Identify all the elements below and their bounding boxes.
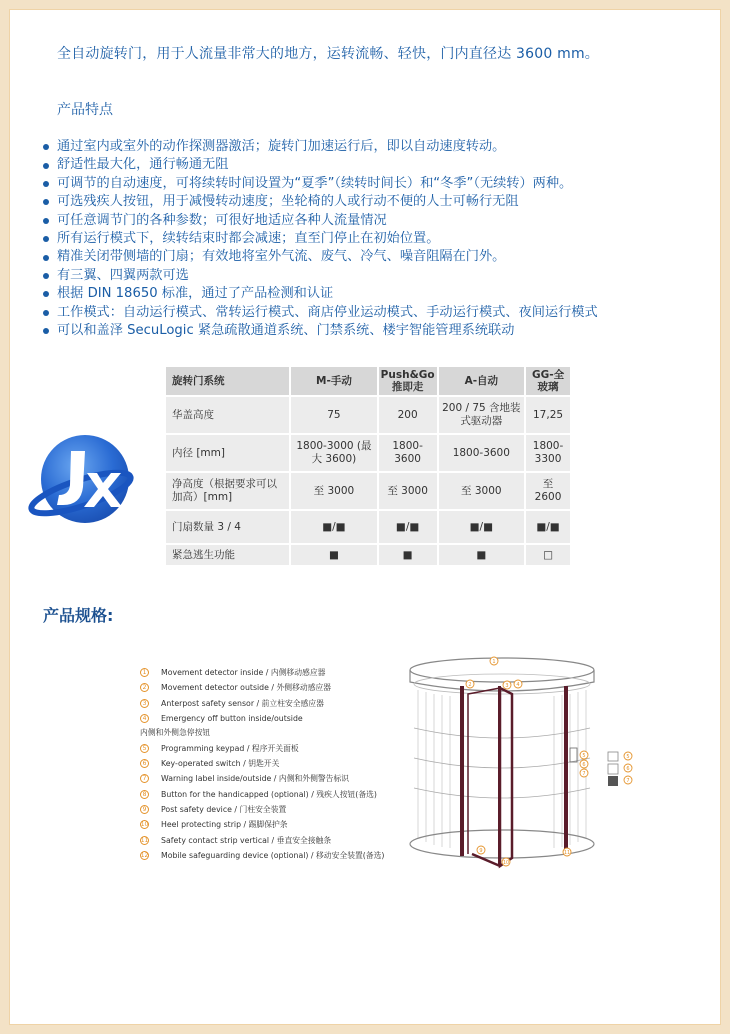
key-switch-icon — [608, 764, 618, 774]
diagram-mark: 6 — [626, 766, 630, 772]
bullet-icon — [43, 199, 49, 205]
table-cell: 1800-3600 — [439, 435, 525, 471]
diagram-mark: 5 — [626, 754, 630, 760]
table-cell: 内径 [mm] — [166, 435, 289, 471]
legend-number: 5 — [140, 744, 149, 753]
table-cell: 门扇数量 3 / 4 — [166, 511, 289, 543]
diagram-mark: 3 — [505, 683, 509, 689]
bullet-icon — [43, 144, 49, 150]
table-row — [166, 473, 570, 509]
intro-text: 全自动旋转门，用于人流量非常大的地方，运转流畅、轻快，门内直径达 3600 mm。 — [57, 46, 600, 62]
table-cell: ■ — [379, 545, 437, 565]
feature-item: 可选残疾人按钮，用于减慢转动速度；坐轮椅的人或行动不便的人士可畅行无阻 — [43, 193, 693, 211]
legend-number: 1 — [140, 668, 149, 677]
jx-logo-icon — [27, 429, 135, 533]
legend-number: 11 — [140, 836, 149, 844]
legend-item: 9 Post safety device / 门柱安全装置 — [140, 804, 384, 819]
table-header: 旋转门系统 — [166, 367, 289, 395]
diagram-mark: 7 — [582, 771, 586, 777]
feature-item: 通过室内或室外的动作探测器激活；旋转门加速运行后，即以自动速度转动。 — [43, 138, 693, 156]
table-cell: 1800-3000 (最 大 3600) — [291, 435, 377, 471]
bullet-icon — [43, 236, 49, 242]
table-cell: 至 2600 — [526, 473, 570, 509]
table-cell: 至 3000 — [291, 473, 377, 509]
legend-number: 9 — [140, 805, 149, 814]
bullet-icon — [43, 181, 49, 187]
legend-item: 4 Emergency off button inside/outside 内侧和外侧急停按钮 — [140, 713, 303, 737]
legend-item: 5 Programming keypad / 程序开关面板 — [140, 743, 384, 758]
feature-item: 可以和盖泽 SecuLogic 紧急疏散通道系统、门禁系统、楼宇智能管理系统联动 — [43, 322, 693, 340]
legend-item: 2 Movement detector outside / 外侧移动感应器 — [140, 682, 384, 697]
diagram-mark: 4 — [516, 682, 520, 688]
table-cell: ■ — [291, 545, 377, 565]
bullet-icon — [43, 328, 49, 334]
table-cell: 净高度（根据要求可以 加高）[mm] — [166, 473, 289, 509]
diagram-mark: 1 — [492, 659, 496, 665]
bullet-icon — [43, 218, 49, 224]
table-header: A-自动 — [439, 367, 525, 395]
legend-number: 4 — [140, 714, 149, 723]
legend-item: 7 Warning label inside/outside / 内侧和外侧警告标识 — [140, 773, 384, 788]
table-row — [166, 545, 570, 565]
bullet-icon — [43, 291, 49, 297]
spec-title: 产品规格: — [43, 606, 114, 625]
table-cell: 17,25 — [526, 397, 570, 433]
features-list — [43, 138, 693, 340]
feature-item: 可任意调节门的各种参数；可很好地适应各种人流量情况 — [43, 212, 693, 230]
spec-table — [164, 365, 572, 567]
legend-item: 10 Heel protecting strip / 踢脚保护条 — [140, 820, 288, 830]
diagram-mark: 9 — [479, 848, 483, 854]
legend-number: 2 — [140, 683, 149, 692]
table-cell: 紧急逃生功能 — [166, 545, 289, 565]
table-cell: ■/■ — [379, 511, 437, 543]
diagram-mark: 2 — [468, 682, 472, 688]
feature-item: 有三翼、四翼两款可选 — [43, 267, 693, 285]
features-title: 产品特点 — [57, 102, 113, 118]
handicap-icon — [608, 776, 618, 786]
feature-item: 工作模式：自动运行模式、常转运行模式、商店停业运动模式、手动运行模式、夜间运行模式 — [43, 304, 693, 322]
legend-item: 6 Key-operated switch / 钥匙开关 — [140, 758, 384, 773]
table-cell: ■/■ — [291, 511, 377, 543]
feature-item: 可调节的自动速度，可将续转时间设置为“夏季”（续转时间长）和“冬季”（无续转）两种。 — [43, 175, 693, 193]
table-cell: 华盖高度 — [166, 397, 289, 433]
legend-number: 7 — [140, 774, 149, 783]
bullet-icon — [43, 255, 49, 261]
feature-item: 舒适性最大化，通行畅通无阻 — [43, 156, 693, 174]
table-header: GG-全 玻璃 — [526, 367, 570, 395]
table-cell: 1800- 3300 — [526, 435, 570, 471]
keypad-icon — [608, 752, 618, 761]
legend-number: 12 — [140, 851, 149, 859]
table-row — [166, 511, 570, 543]
table-cell: 1800- 3600 — [379, 435, 437, 471]
legend-item: 8 Button for the handicapped (optional) / 残疾人按钮(备选) — [140, 789, 384, 804]
diagram-mark: 7 — [626, 778, 630, 784]
table-header: M-手动 — [291, 367, 377, 395]
feature-item: 精准关闭带侧墙的门扇；有效地将室外气流、废气、冷气、噪音阻隔在门外。 — [43, 248, 693, 266]
table-cell: 200 / 75 含地装 式驱动器 — [439, 397, 525, 433]
bullet-icon — [43, 163, 49, 169]
table-header: Push&Go 推即走 — [380, 369, 435, 393]
legend-item: 3 Anterpost safety sensor / 前立柱安全感应器 — [140, 698, 384, 713]
diagram-mark: 6 — [582, 762, 586, 768]
revolving-door-diagram — [404, 648, 636, 878]
legend-number: 8 — [140, 790, 149, 799]
bullet-icon — [43, 273, 49, 279]
table-cell: 75 — [291, 397, 377, 433]
diagram-mark: 10 — [502, 860, 510, 866]
legend-list — [140, 667, 384, 865]
diagram-mark: 5 — [582, 753, 586, 759]
table-row — [166, 397, 570, 433]
table-cell: □ — [526, 545, 570, 565]
feature-item: 所有运行模式下，续转结束时都会减速；直至门停止在初始位置。 — [43, 230, 693, 248]
table-cell: 200 — [379, 397, 437, 433]
table-header-row — [166, 367, 570, 395]
legend-item: 12 Mobile safeguarding device (optional) / 移动安全装置(备选) — [140, 850, 385, 860]
table-cell: 至 3000 — [379, 473, 437, 509]
diagram-mark: 11 — [563, 850, 571, 856]
legend-number: 3 — [140, 699, 149, 708]
feature-item: 根据 DIN 18650 标准，通过了产品检测和认证 — [43, 285, 693, 303]
bullet-icon — [43, 310, 49, 316]
table-cell: 至 3000 — [439, 473, 525, 509]
table-cell: ■/■ — [439, 511, 525, 543]
table-row — [166, 435, 570, 471]
legend-item: 1 Movement detector inside / 内侧移动感应器 — [140, 667, 384, 682]
legend-number: 10 — [140, 821, 149, 829]
legend-number: 6 — [140, 759, 149, 768]
table-cell: ■ — [439, 545, 525, 565]
legend-item: 11 Safety contact strip vertical / 垂直安全接触条 — [140, 835, 332, 845]
table-cell: ■/■ — [526, 511, 570, 543]
